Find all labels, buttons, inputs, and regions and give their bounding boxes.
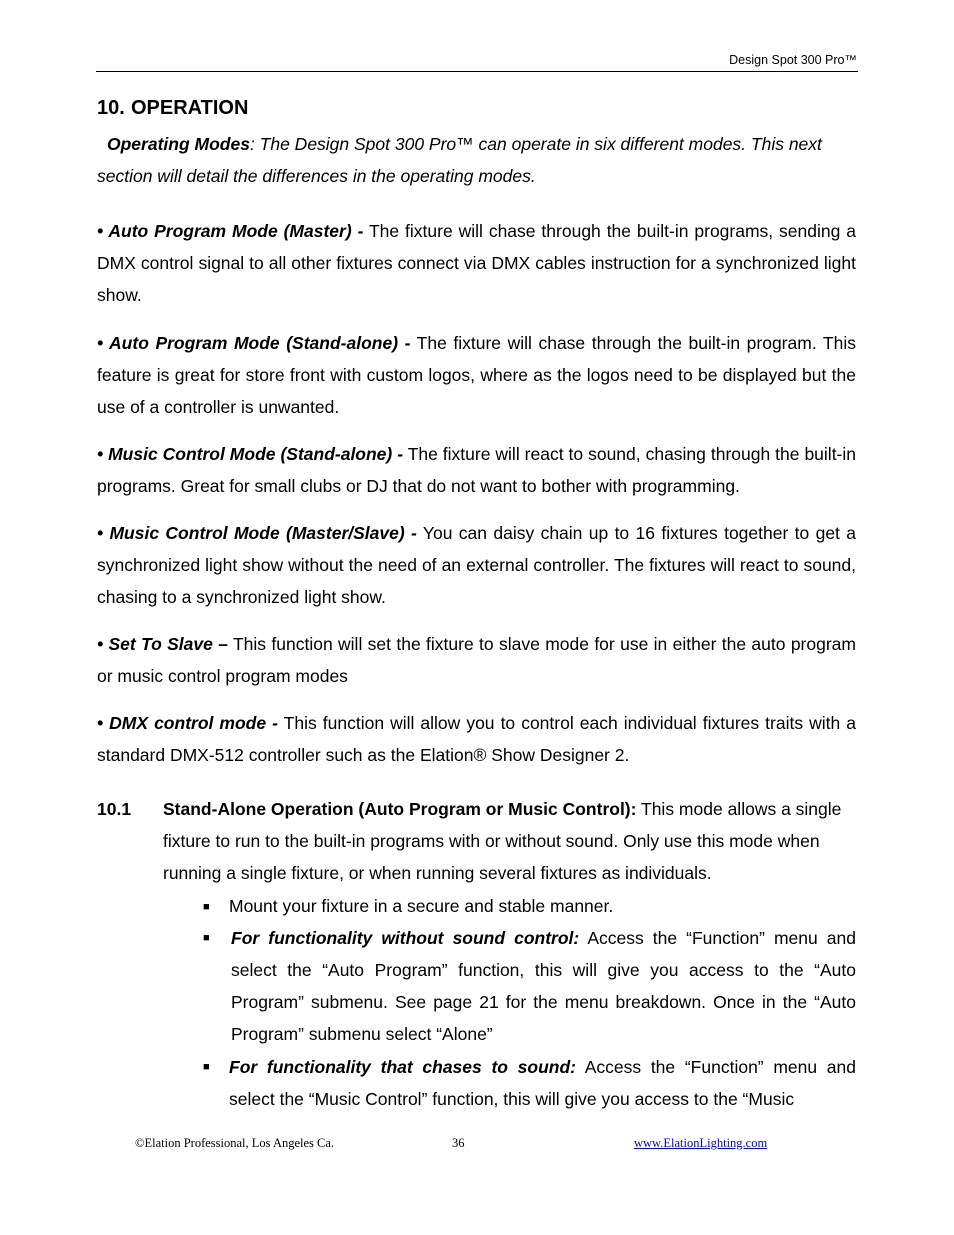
operating-modes-intro	[97, 128, 856, 192]
bullet-text: Mount your fixture in a secure and stable manner.	[229, 896, 614, 916]
mode-label: • Auto Program Mode (Master) -	[97, 221, 364, 241]
footer-copyright: ©Elation Professional, Los Angeles Ca.	[135, 1136, 335, 1150]
intro-lead: Operating Modes	[107, 134, 250, 154]
mode-text: The fixture will chase through the built-in programs, sending a DMX control signal to all other fixtures connect via DMX cables instruction for a synchronized light show.	[97, 221, 856, 305]
square-bullet-icon: ■	[203, 901, 210, 913]
bullet-label: For functionality that chases to sound:	[229, 1057, 576, 1077]
subsection-text: This mode allows a single fixture to run to the built-in programs with or without sound. Only use this mode when running a single fixture, or when running several fixtures as individuals.	[163, 799, 842, 883]
mode-text: The fixture will react to sound, chasing through the built-in programs. Great for small clubs or DJ that do not want to bother with programming.	[97, 444, 857, 496]
bullet-text: Access the “Function” menu and select the “Auto Program” function, this will give you access to the “Auto Program” submenu. See page 21 for the menu breakdown. Once in the “Auto Program” submenu select “Alone”	[231, 928, 856, 1044]
mode-label: • Music Control Mode (Master/Slave) -	[97, 523, 417, 543]
footer-website-link[interactable]: www.ElationLighting.com	[634, 1136, 768, 1150]
subsection-body	[163, 793, 856, 889]
mode-text: You can daisy chain up to 16 fixtures together to get a synchronized light show without the need of an external controller. The fixtures will react to sound, chasing to a synchronized light show.	[97, 523, 857, 607]
mode-auto-standalone	[97, 327, 856, 423]
mode-text: The fixture will chase through the built-in program. This feature is great for store front with custom logos, where as the logos need to be displayed but the use of a controller is unwanted.	[97, 333, 856, 417]
bullet-text: Access the “Function” menu and select the “Music Control” function, this will give you access to the “Music	[229, 1057, 856, 1109]
mode-music-standalone	[97, 438, 856, 502]
mode-text: This function will allow you to control each individual fixtures traits with a standard DMX-512 controller such as the Elation® Show Designer 2.	[97, 713, 857, 765]
header-divider	[96, 71, 858, 72]
mode-dmx-control	[97, 707, 856, 771]
mode-music-master-slave	[97, 517, 856, 613]
subsection-title: Stand-Alone Operation (Auto Program or Music Control):	[163, 799, 637, 819]
square-bullet-icon: ■	[203, 932, 210, 944]
bullet-item	[229, 890, 856, 922]
section-heading	[97, 97, 248, 120]
running-header-title: Design Spot 300 Pro™	[729, 53, 857, 67]
intro-text: : The Design Spot 300 Pro™ can operate in six different modes. This next section will detail the differences in the operating modes.	[97, 134, 822, 186]
bullet-label: For functionality without sound control:	[231, 928, 580, 948]
section-title: OPERATION	[131, 97, 249, 119]
mode-label: • Auto Program Mode (Stand-alone) -	[97, 333, 411, 353]
mode-label: • Set To Slave –	[97, 634, 228, 654]
mode-text: This function will set the fixture to slave mode for use in either the auto program or music control program modes	[97, 634, 856, 686]
bullet-item	[229, 1051, 856, 1115]
mode-label: • DMX control mode -	[97, 713, 278, 733]
bullet-item	[231, 922, 856, 1050]
mode-label: • Music Control Mode (Stand-alone) -	[97, 444, 404, 464]
square-bullet-icon: ■	[203, 1061, 210, 1073]
footer-page-number: 36	[452, 1136, 465, 1150]
subsection-number: 10.1	[97, 799, 132, 819]
mode-set-to-slave	[97, 628, 856, 692]
mode-auto-master	[97, 215, 856, 311]
section-number: 10.	[97, 97, 125, 119]
